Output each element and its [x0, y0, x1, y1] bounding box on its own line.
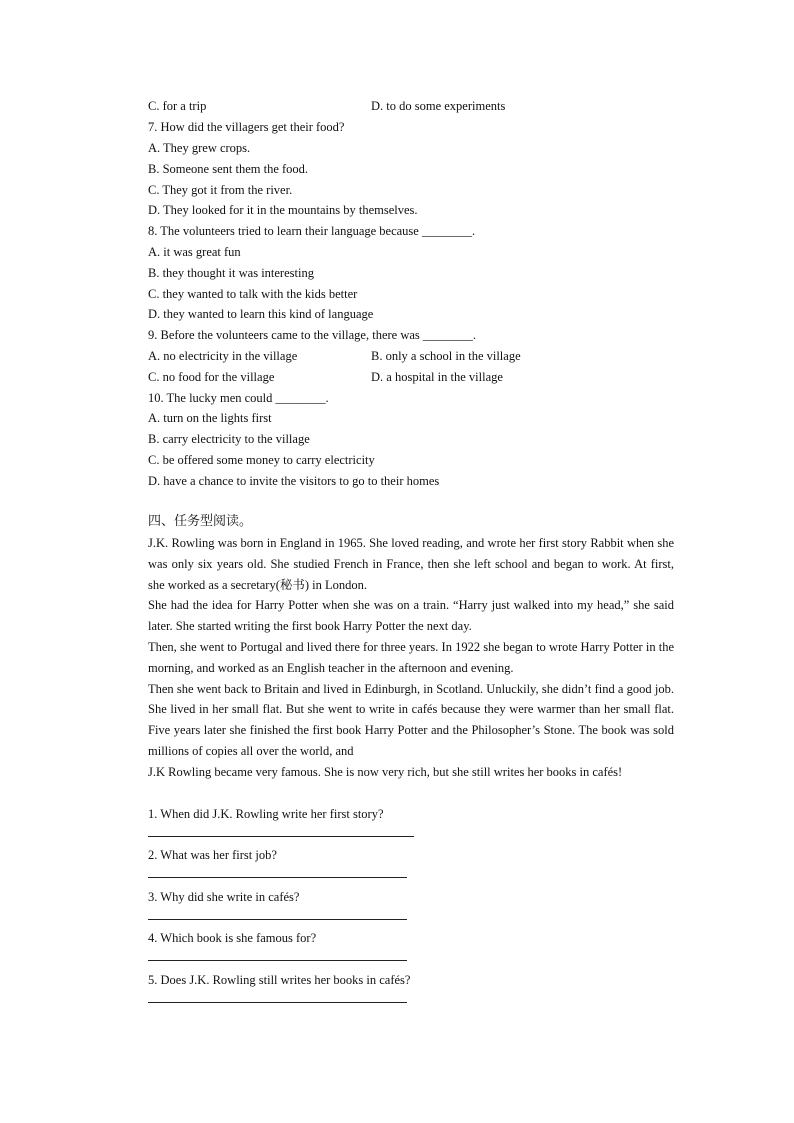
q8-option-d: D. they wanted to learn this kind of language	[148, 307, 374, 321]
task-question-2-text: 2. What was her first job?	[148, 848, 277, 862]
task-question-3-text: 3. Why did she write in cafés?	[148, 890, 300, 904]
task-question-2	[148, 847, 407, 878]
q9-option-a: A. no electricity in the village	[148, 349, 298, 363]
q8-option-a: A. it was great fun	[148, 245, 241, 259]
task-question-3	[148, 889, 407, 920]
answer-line-2[interactable]	[148, 877, 407, 878]
q9-question: 9. Before the volunteers came to the village, there was ________.	[148, 328, 477, 342]
task-question-4-text: 4. Which book is she famous for?	[148, 931, 317, 945]
task-question-5-text: 5. Does J.K. Rowling still writes her books in cafés?	[148, 973, 411, 987]
q10-option-b: B. carry electricity to the village	[148, 432, 310, 446]
q8-option-b: B. they thought it was interesting	[148, 266, 314, 280]
q6-option-d: D. to do some experiments	[371, 99, 506, 113]
q10-question: 10. The lucky men could ________.	[148, 391, 329, 405]
section-4-title: 四、任务型阅读。	[148, 514, 253, 529]
answer-line-4[interactable]	[148, 960, 407, 961]
passage-paragraph-1: J.K. Rowling was born in England in 1965. She loved reading, and wrote her first story Rabbit when she was only six years old. She studied French in France, then she left school and began to work. At first, she worked as a secretary(秘书) in London.	[148, 536, 674, 592]
q6-option-c: C. for a trip	[148, 99, 207, 113]
reading-passage	[148, 533, 674, 783]
task-question-4	[148, 930, 407, 961]
task-question-5	[148, 972, 411, 1003]
q7-option-c: C. They got it from the river.	[148, 183, 293, 197]
q7-option-b: B. Someone sent them the food.	[148, 162, 309, 176]
q9-option-b: B. only a school in the village	[371, 349, 521, 363]
q7-option-a: A. They grew crops.	[148, 141, 251, 155]
q9-option-c: C. no food for the village	[148, 370, 275, 384]
passage-paragraph-3: Then, she went to Portugal and lived there for three years. In 1922 she began to wrote Harry Potter in the morning, and worked as an English teacher in the afternoon and evening.	[148, 639, 674, 675]
passage-paragraph-5: J.K Rowling became very famous. She is now very rich, but she still writes her books in cafés!	[148, 764, 623, 779]
q8-question: 8. The volunteers tried to learn their language because ________.	[148, 224, 476, 238]
passage-paragraph-2: She had the idea for Harry Potter when she was on a train. “Harry just walked into my head,” she said later. She started writing the first book Harry Potter the next day.	[148, 598, 674, 634]
q10-option-c: C. be offered some money to carry electricity	[148, 453, 375, 467]
q10-option-d: D. have a chance to invite the visitors to go to their homes	[148, 474, 440, 488]
answer-line-3[interactable]	[148, 919, 407, 920]
answer-line-1[interactable]	[148, 836, 414, 837]
task-question-1-text: 1. When did J.K. Rowling write her first story?	[148, 807, 384, 821]
q7-option-d: D. They looked for it in the mountains by themselves.	[148, 203, 418, 217]
q7-question: 7. How did the villagers get their food?	[148, 120, 345, 134]
q10-option-a: A. turn on the lights first	[148, 411, 272, 425]
q9-option-d: D. a hospital in the village	[371, 370, 503, 384]
answer-line-5[interactable]	[148, 1002, 407, 1003]
passage-paragraph-4: Then she went back to Britain and lived in Edinburgh, in Scotland. Unluckily, she didn’t find a good job. She lived in her small flat. But she went to write in cafés because they were warmer than her small flat. Five years later she finished the first book Harry Potter and the Philosopher’s Stone. The book was sold millions of copies all over the world, and	[148, 681, 674, 758]
task-question-1	[148, 806, 414, 837]
q8-option-c: C. they wanted to talk with the kids better	[148, 287, 358, 301]
